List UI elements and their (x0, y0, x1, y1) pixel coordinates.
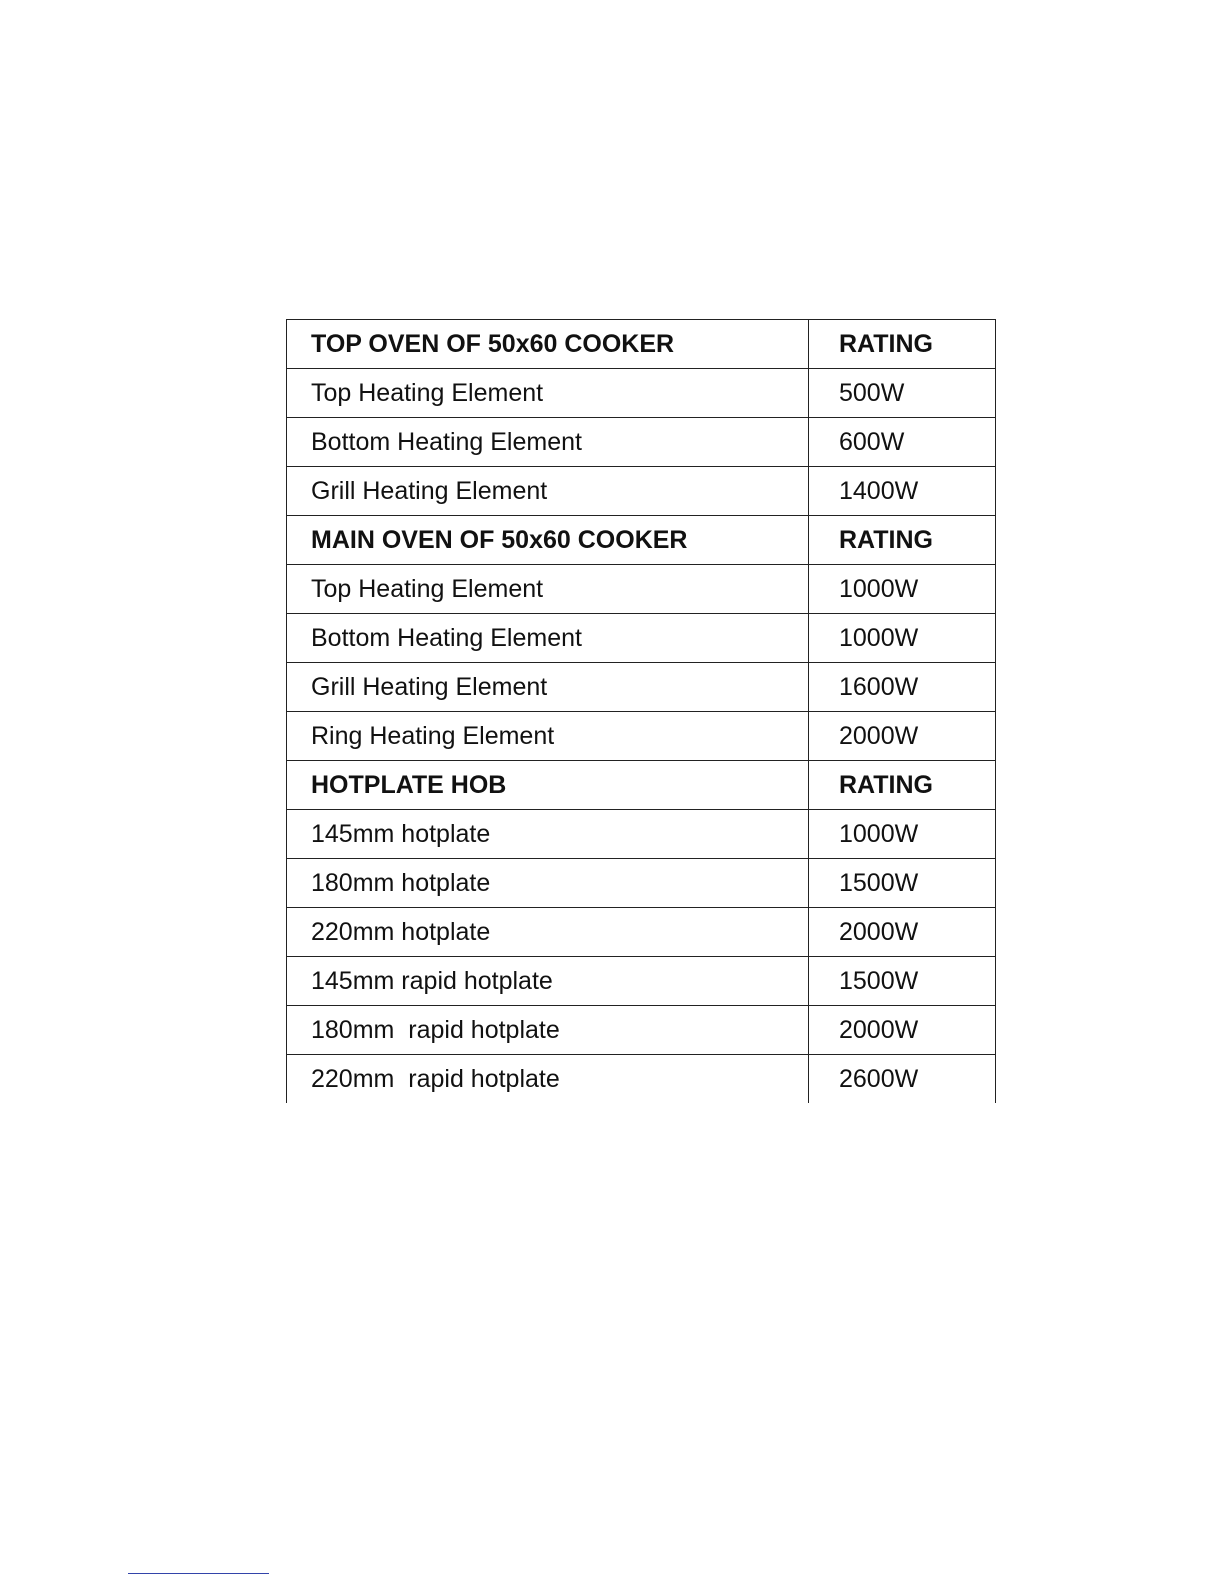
rating-heading: RATING (809, 516, 996, 565)
table-row (287, 614, 996, 663)
table-row (287, 418, 996, 467)
section-header-top-oven (287, 320, 996, 369)
rating-heading: RATING (809, 761, 996, 810)
element-rating: 1000W (809, 565, 996, 614)
element-name: Top Heating Element (287, 369, 809, 418)
element-name: Top Heating Element (287, 565, 809, 614)
table-row (287, 810, 996, 859)
element-rating: 2000W (809, 712, 996, 761)
table-row (287, 1055, 996, 1104)
table-row (287, 1006, 996, 1055)
table-row (287, 467, 996, 516)
element-name: 145mm hotplate (287, 810, 809, 859)
section-header-hotplate-hob (287, 761, 996, 810)
rating-table (286, 319, 996, 1103)
table-row (287, 663, 996, 712)
table-row (287, 369, 996, 418)
element-rating: 1500W (809, 859, 996, 908)
element-name: Grill Heating Element (287, 663, 809, 712)
element-name: Grill Heating Element (287, 467, 809, 516)
table-row (287, 957, 996, 1006)
section-title: HOTPLATE HOB (287, 761, 809, 810)
table-row (287, 859, 996, 908)
section-title: MAIN OVEN OF 50x60 COOKER (287, 516, 809, 565)
table-row (287, 908, 996, 957)
element-rating: 1000W (809, 810, 996, 859)
element-rating: 600W (809, 418, 996, 467)
rating-table-body (287, 320, 996, 1104)
element-name: Ring Heating Element (287, 712, 809, 761)
element-rating: 2000W (809, 1006, 996, 1055)
section-title: TOP OVEN OF 50x60 COOKER (287, 320, 809, 369)
element-rating: 1600W (809, 663, 996, 712)
element-name: 145mm rapid hotplate (287, 957, 809, 1006)
element-name: 180mm hotplate (287, 859, 809, 908)
element-name: Bottom Heating Element (287, 418, 809, 467)
section-header-main-oven (287, 516, 996, 565)
element-rating: 2600W (809, 1055, 996, 1104)
element-rating: 2000W (809, 908, 996, 957)
element-rating: 1400W (809, 467, 996, 516)
element-rating: 1000W (809, 614, 996, 663)
element-rating: 500W (809, 369, 996, 418)
element-rating: 1500W (809, 957, 996, 1006)
element-name: 220mm hotplate (287, 908, 809, 957)
element-name: Bottom Heating Element (287, 614, 809, 663)
rating-heading: RATING (809, 320, 996, 369)
table-row (287, 565, 996, 614)
element-name: 220mm rapid hotplate (287, 1055, 809, 1104)
element-name: 180mm rapid hotplate (287, 1006, 809, 1055)
table-row (287, 712, 996, 761)
footnote-separator-rule (128, 1573, 269, 1574)
